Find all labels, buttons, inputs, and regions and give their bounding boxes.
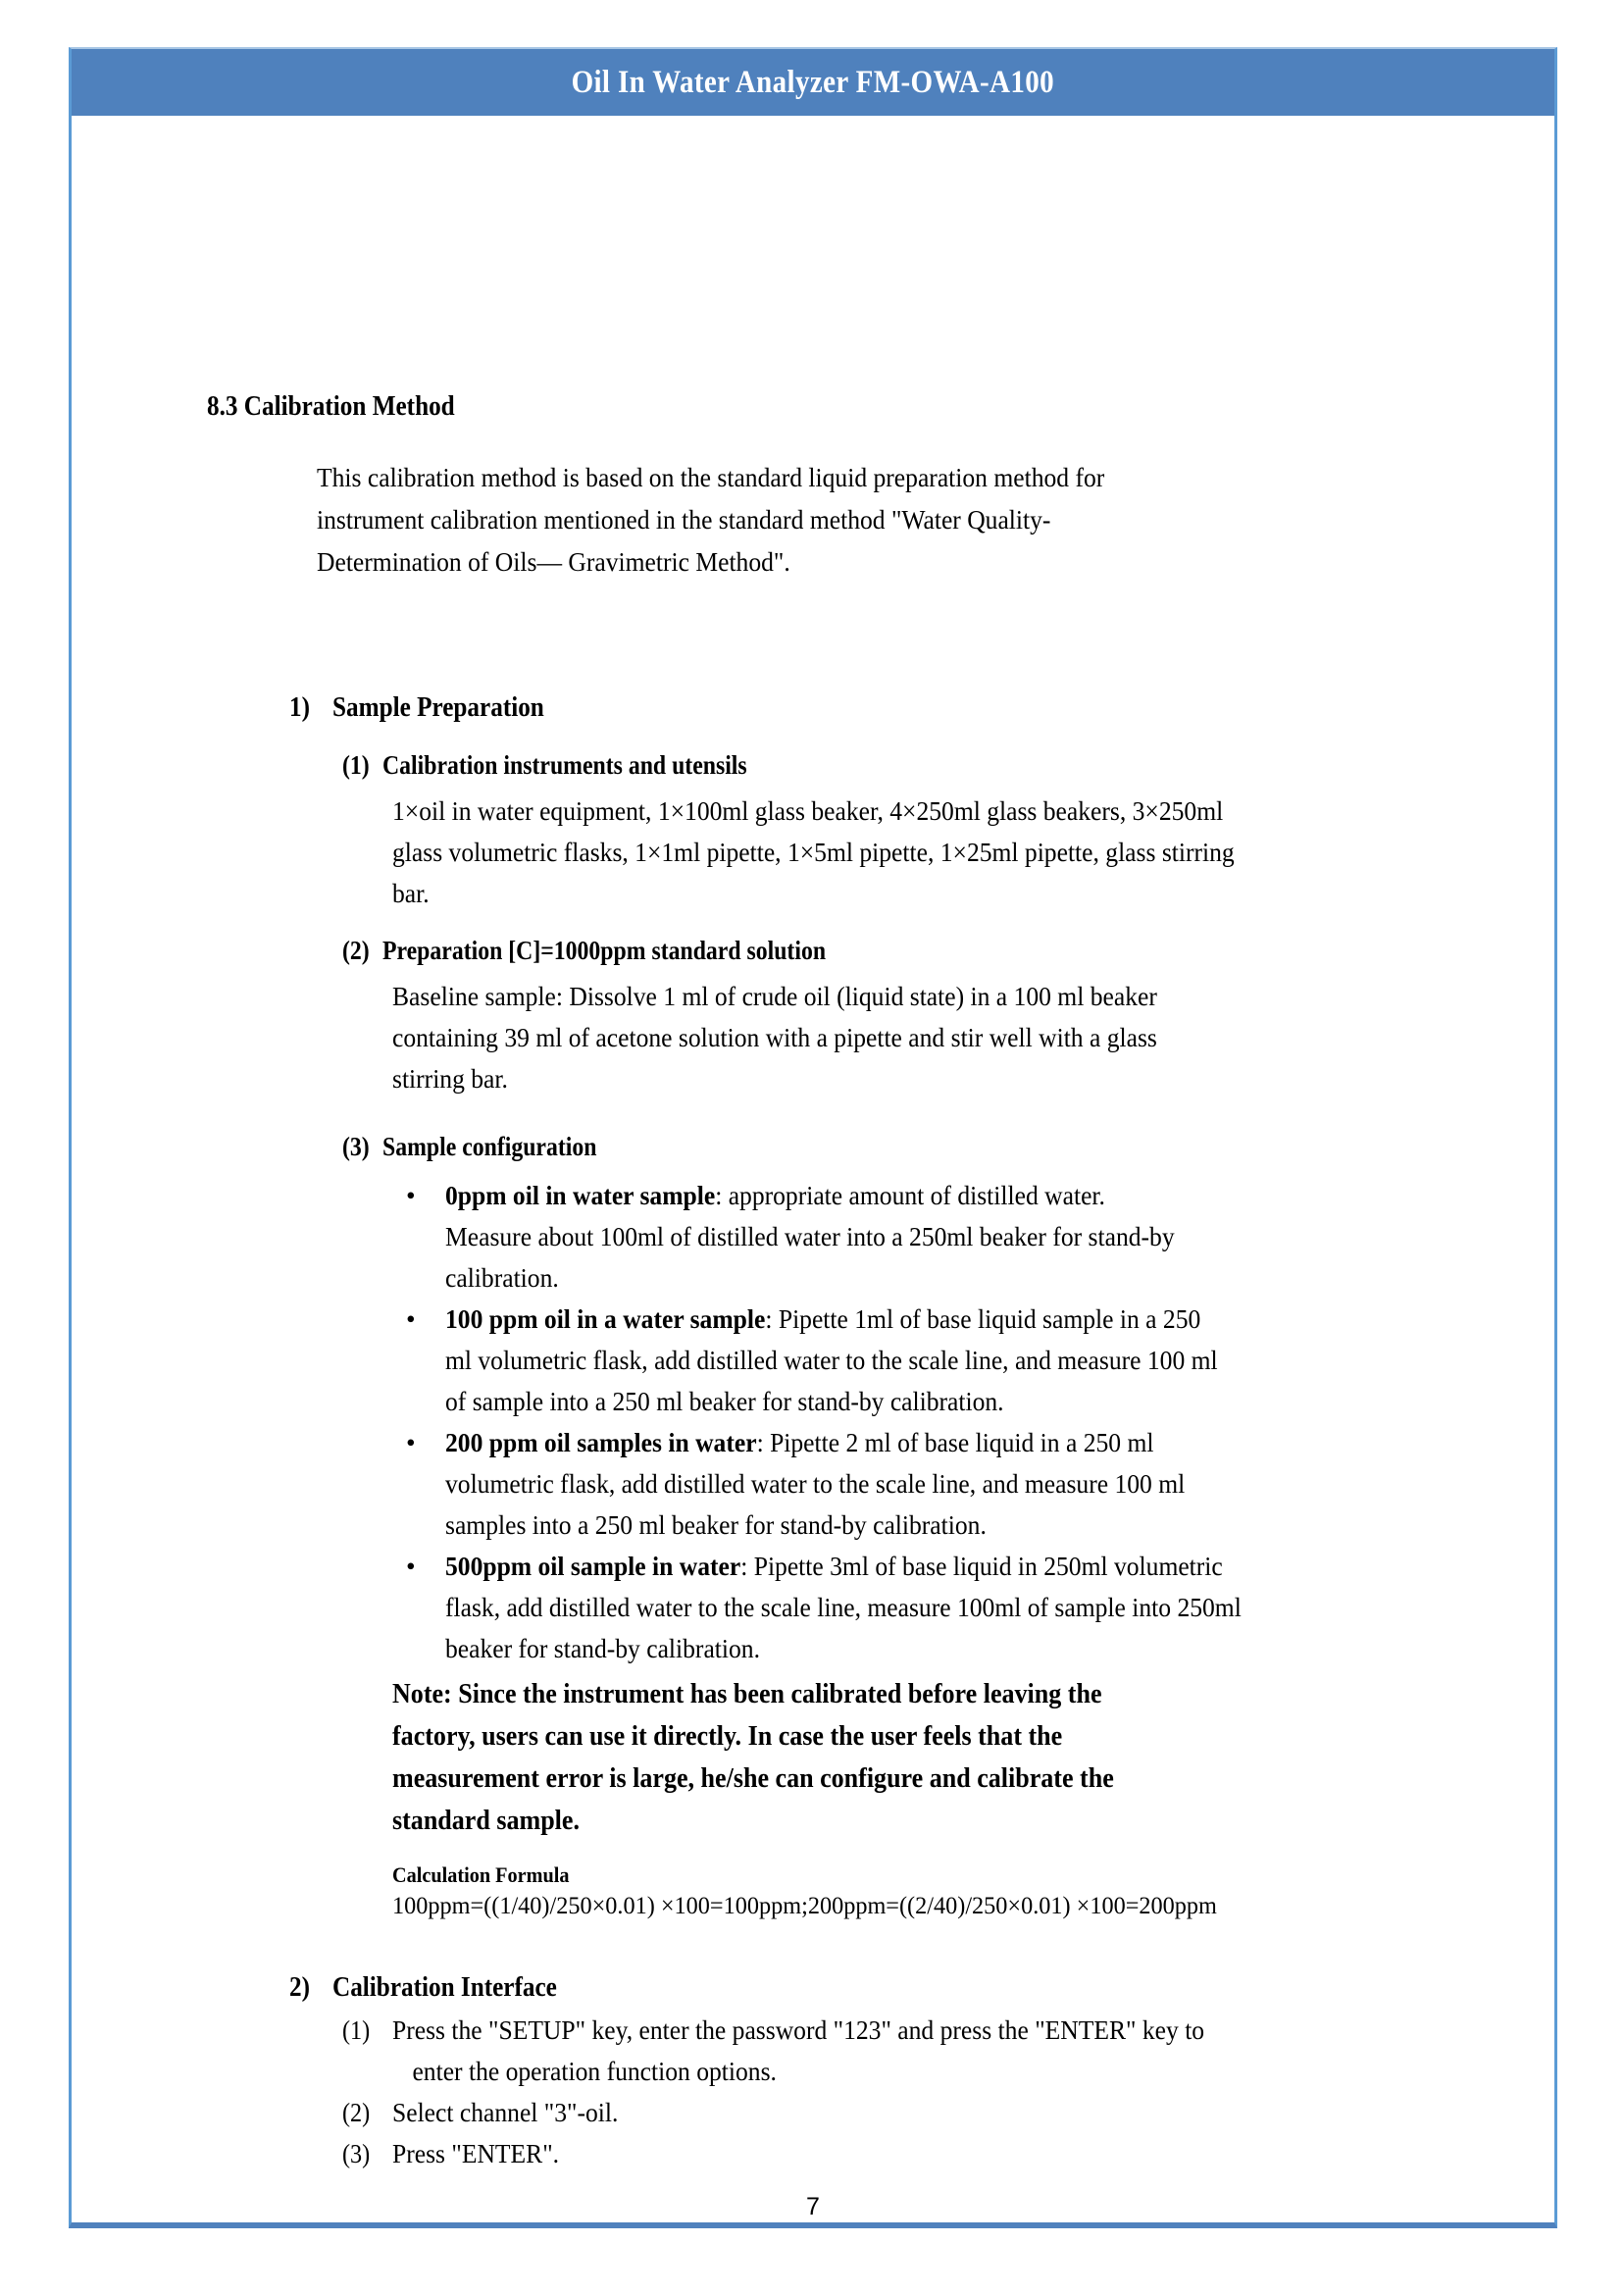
bullet-0ppm-rest: : appropriate amount of distilled water. [715,1180,1105,1210]
list-item-2-calibration-interface [289,1972,582,2004]
list-item [342,2010,1499,2092]
bullet-200ppm-term: 200 ppm oil samples in water [445,1427,757,1457]
list-item [392,1546,1491,1669]
page-number: 7 [806,2193,820,2220]
instruments-line-1: 1×oil in water equipment, 1×100ml glass beaker, 4×250ml glass beakers, 3×250ml [392,795,1224,826]
subheading-2-preparation-standard-solution [342,936,887,966]
document-title: Oil In Water Analyzer FM-OWA-A100 [571,64,1055,100]
subheading-2-number: (2) [342,936,370,965]
instruments-line-3: bar. [392,878,430,908]
bullet-0ppm-line-2: Measure about 100ml of distilled water into a 250ml beaker for stand-by [445,1221,1175,1251]
bullet-100ppm-line-3: of sample into a 250 ml beaker for stand-by calibration. [445,1386,1004,1416]
list-item [392,1299,1491,1422]
list-item [342,2092,1499,2133]
calculation-formula-expression: 100ppm=((1/40)/250×0.01) ×100=100ppm;200ppm=((2/40)/250×0.01) ×100=200ppm [392,1893,1217,1919]
bullet-dot-icon: • [406,1427,416,1457]
document-page [69,47,1557,2228]
baseline-sample-paragraph [392,976,1491,1099]
note-line-3: measurement error is large, he/she can configure and calibrate the [392,1763,1114,1794]
bullet-200ppm-line-1 [445,1422,1417,1463]
list-item-1-sample-preparation [289,692,568,724]
bullet-500ppm-line-1 [445,1546,1417,1587]
bullet-dot-icon: • [406,1551,416,1581]
bullet-200ppm-line-3: samples into a 250 ml beaker for stand-by calibration. [445,1509,987,1540]
subheading-3-number: (3) [342,1132,370,1161]
bullet-100ppm-line-2: ml volumetric flask, add distilled water to the scale line, and measure 100 ml [445,1345,1218,1375]
bullet-100ppm-term: 100 ppm oil in a water sample [445,1303,766,1334]
subheading-1-calibration-instruments [342,750,796,781]
bullet-dot-icon: • [406,1180,416,1210]
bullet-100ppm-rest: : Pipette 1ml of base liquid sample in a 250 [765,1303,1201,1334]
calculation-formula-title: Calculation Formula [392,1862,570,1887]
bullet-0ppm-line-3: calibration. [445,1262,559,1293]
step-1-line-2: enter the operation function options. [412,2056,777,2086]
step-3-number: (3) [342,2138,371,2168]
list-item [392,1175,1491,1299]
bullet-500ppm-term: 500ppm oil sample in water [445,1551,741,1581]
instruments-paragraph [392,790,1491,914]
note-line-4: standard sample. [392,1806,580,1836]
intro-line-3: Determination of Oils— Gravimetric Method". [317,546,790,577]
intro-line-2: instrument calibration mentioned in the standard method "Water Quality- [317,504,1051,535]
list-number-2: 2) [289,1972,310,2003]
list-item [392,1422,1491,1546]
intro-paragraph [317,456,1489,583]
baseline-line-3: stirring bar. [392,1063,508,1094]
step-3-line-1: Press "ENTER". [392,2138,560,2168]
bullet-dot-icon: • [406,1303,416,1334]
bullet-200ppm-line-2: volumetric flask, add distilled water to the scale line, and measure 100 ml [445,1468,1186,1499]
list-label-1: Sample Preparation [332,692,544,723]
bullet-0ppm-line-1 [445,1175,1417,1216]
baseline-line-2: containing 39 ml of acetone solution with a pipette and stir well with a glass [392,1022,1157,1052]
intro-line-1: This calibration method is based on the standard liquid preparation method for [317,462,1105,492]
bullet-500ppm-rest: : Pipette 3ml of base liquid in 250ml volumetric [740,1551,1223,1581]
subheading-3-label: Sample configuration [382,1132,597,1161]
section-heading-8-3: 8.3 Calibration Method [207,391,455,422]
step-1-line-1: Press the "SETUP" key, enter the password "123" and press the "ENTER" key to [392,2014,1205,2045]
list-label-2: Calibration Interface [332,1972,557,2003]
subheading-1-number: (1) [342,750,370,780]
document-header-banner [72,49,1554,116]
bullet-500ppm-line-3: beaker for stand-by calibration. [445,1633,760,1663]
bullet-200ppm-rest: : Pipette 2 ml of base liquid in a 250 ml [756,1427,1154,1457]
step-1-number: (1) [342,2014,371,2045]
bullet-0ppm-term: 0ppm oil in water sample [445,1180,716,1210]
baseline-line-1: Baseline sample: Dissolve 1 ml of crude oil (liquid state) in a 100 ml beaker [392,981,1157,1011]
instruments-line-2: glass volumetric flasks, 1×1ml pipette, 1×5ml pipette, 1×25ml pipette, glass stirring [392,837,1235,867]
list-number-1: 1) [289,692,310,723]
step-2-line-1: Select channel "3"-oil. [392,2097,619,2127]
bullet-100ppm-line-1 [445,1299,1417,1340]
bullet-500ppm-line-2: flask, add distilled water to the scale line, measure 100ml of sample into 250ml [445,1592,1242,1622]
list-item [342,2133,1499,2174]
calibration-interface-steps [342,2010,1499,2174]
note-line-1: Note: Since the instrument has been calibrated before leaving the [392,1679,1102,1709]
note-line-2: factory, users can use it directly. In case the user feels that the [392,1721,1063,1752]
sample-configuration-bullet-list [392,1175,1491,1669]
note-paragraph [392,1673,1466,1842]
subheading-1-label: Calibration instruments and utensils [382,750,747,780]
subheading-3-sample-configuration [342,1132,626,1162]
subheading-2-label: Preparation [C]=1000ppm standard solution [382,936,827,965]
step-2-number: (2) [342,2097,371,2127]
